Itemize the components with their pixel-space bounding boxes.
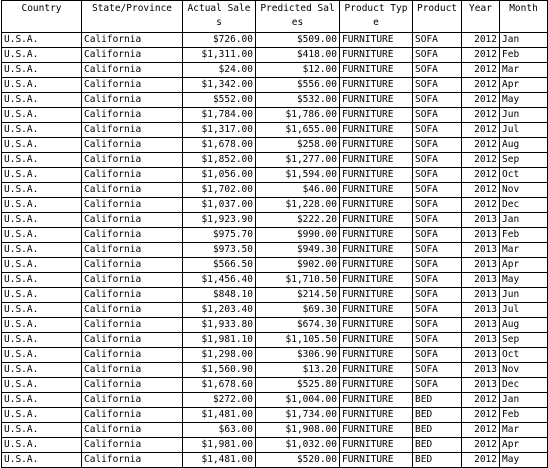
cell-actual-sales: $848.10 <box>183 288 256 303</box>
cell-predicted-sales: $556.00 <box>256 78 340 93</box>
cell-month: Feb <box>500 408 548 423</box>
cell-country: U.S.A. <box>2 348 82 363</box>
cell-month: Oct <box>500 168 548 183</box>
cell-actual-sales: $272.00 <box>183 393 256 408</box>
cell-country: U.S.A. <box>2 153 82 168</box>
cell-year: 2012 <box>462 198 500 213</box>
table-row <box>2 363 548 378</box>
cell-product: SOFA <box>413 33 462 48</box>
column-header-month: Month <box>500 1 548 33</box>
cell-year: 2012 <box>462 168 500 183</box>
cell-actual-sales: $552.00 <box>183 93 256 108</box>
cell-actual-sales: $726.00 <box>183 33 256 48</box>
cell-product-type: FURNITURE <box>340 333 413 348</box>
cell-state: California <box>82 333 183 348</box>
cell-product: SOFA <box>413 348 462 363</box>
cell-year: 2012 <box>462 48 500 63</box>
cell-actual-sales: $1,298.00 <box>183 348 256 363</box>
cell-actual-sales: $1,981.00 <box>183 438 256 453</box>
cell-year: 2012 <box>462 93 500 108</box>
table-row <box>2 453 548 468</box>
cell-month: Apr <box>500 78 548 93</box>
cell-month: Dec <box>500 378 548 393</box>
table-row <box>2 168 548 183</box>
table-row <box>2 123 548 138</box>
cell-country: U.S.A. <box>2 138 82 153</box>
cell-product: BED <box>413 438 462 453</box>
table-row <box>2 258 548 273</box>
table-row <box>2 318 548 333</box>
cell-month: Oct <box>500 348 548 363</box>
cell-product-type: FURNITURE <box>340 168 413 183</box>
cell-state: California <box>82 393 183 408</box>
table-row <box>2 108 548 123</box>
cell-country: U.S.A. <box>2 198 82 213</box>
cell-year: 2012 <box>462 183 500 198</box>
cell-state: California <box>82 48 183 63</box>
cell-country: U.S.A. <box>2 258 82 273</box>
cell-product: SOFA <box>413 213 462 228</box>
cell-country: U.S.A. <box>2 123 82 138</box>
table-row <box>2 138 548 153</box>
cell-month: Jan <box>500 393 548 408</box>
cell-country: U.S.A. <box>2 228 82 243</box>
cell-predicted-sales: $1,228.00 <box>256 198 340 213</box>
cell-month: Aug <box>500 318 548 333</box>
cell-product-type: FURNITURE <box>340 138 413 153</box>
cell-predicted-sales: $1,105.50 <box>256 333 340 348</box>
column-header-country: Country <box>2 1 82 33</box>
cell-year: 2013 <box>462 288 500 303</box>
cell-actual-sales: $975.70 <box>183 228 256 243</box>
table-row <box>2 273 548 288</box>
cell-product-type: FURNITURE <box>340 423 413 438</box>
cell-product: SOFA <box>413 243 462 258</box>
cell-actual-sales: $1,311.00 <box>183 48 256 63</box>
cell-predicted-sales: $525.80 <box>256 378 340 393</box>
cell-product: SOFA <box>413 153 462 168</box>
cell-actual-sales: $1,678.00 <box>183 138 256 153</box>
cell-state: California <box>82 408 183 423</box>
cell-month: Jun <box>500 108 548 123</box>
cell-year: 2012 <box>462 108 500 123</box>
cell-country: U.S.A. <box>2 273 82 288</box>
column-header-product: Product <box>413 1 462 33</box>
cell-actual-sales: $1,456.40 <box>183 273 256 288</box>
cell-product: SOFA <box>413 183 462 198</box>
cell-year: 2012 <box>462 438 500 453</box>
cell-predicted-sales: $1,594.00 <box>256 168 340 183</box>
cell-product: SOFA <box>413 63 462 78</box>
cell-predicted-sales: $520.00 <box>256 453 340 468</box>
table-row <box>2 78 548 93</box>
table-row <box>2 198 548 213</box>
cell-product: SOFA <box>413 123 462 138</box>
table-row <box>2 243 548 258</box>
cell-state: California <box>82 33 183 48</box>
cell-country: U.S.A. <box>2 168 82 183</box>
table-row <box>2 408 548 423</box>
cell-product-type: FURNITURE <box>340 123 413 138</box>
cell-country: U.S.A. <box>2 438 82 453</box>
cell-product: SOFA <box>413 228 462 243</box>
cell-state: California <box>82 198 183 213</box>
cell-product: SOFA <box>413 93 462 108</box>
cell-predicted-sales: $13.20 <box>256 363 340 378</box>
column-header-year: Year <box>462 1 500 33</box>
cell-month: May <box>500 93 548 108</box>
cell-country: U.S.A. <box>2 453 82 468</box>
cell-actual-sales: $1,317.00 <box>183 123 256 138</box>
cell-state: California <box>82 123 183 138</box>
cell-country: U.S.A. <box>2 63 82 78</box>
cell-month: Nov <box>500 363 548 378</box>
cell-product-type: FURNITURE <box>340 228 413 243</box>
cell-year: 2013 <box>462 273 500 288</box>
cell-country: U.S.A. <box>2 393 82 408</box>
cell-predicted-sales: $1,908.00 <box>256 423 340 438</box>
cell-state: California <box>82 228 183 243</box>
cell-year: 2013 <box>462 348 500 363</box>
table-row <box>2 438 548 453</box>
cell-actual-sales: $1,981.10 <box>183 333 256 348</box>
cell-year: 2012 <box>462 153 500 168</box>
cell-product-type: FURNITURE <box>340 453 413 468</box>
cell-actual-sales: $1,560.90 <box>183 363 256 378</box>
cell-month: May <box>500 453 548 468</box>
cell-product-type: FURNITURE <box>340 273 413 288</box>
cell-state: California <box>82 108 183 123</box>
cell-product-type: FURNITURE <box>340 33 413 48</box>
table-row <box>2 33 548 48</box>
cell-year: 2012 <box>462 138 500 153</box>
cell-month: Feb <box>500 48 548 63</box>
cell-actual-sales: $1,678.60 <box>183 378 256 393</box>
cell-product-type: FURNITURE <box>340 408 413 423</box>
cell-state: California <box>82 303 183 318</box>
cell-actual-sales: $1,852.00 <box>183 153 256 168</box>
cell-year: 2013 <box>462 303 500 318</box>
cell-actual-sales: $24.00 <box>183 63 256 78</box>
column-header-actual-sales: Actual Sales <box>183 1 256 33</box>
column-header-product-type: Product Type <box>340 1 413 33</box>
column-header-state: State/Province <box>82 1 183 33</box>
cell-actual-sales: $1,481.00 <box>183 408 256 423</box>
cell-country: U.S.A. <box>2 183 82 198</box>
cell-state: California <box>82 348 183 363</box>
cell-product: SOFA <box>413 108 462 123</box>
cell-year: 2012 <box>462 63 500 78</box>
cell-product: SOFA <box>413 288 462 303</box>
table-row <box>2 378 548 393</box>
cell-product: SOFA <box>413 378 462 393</box>
cell-actual-sales: $973.50 <box>183 243 256 258</box>
cell-actual-sales: $1,342.00 <box>183 78 256 93</box>
cell-product: SOFA <box>413 318 462 333</box>
cell-actual-sales: $1,784.00 <box>183 108 256 123</box>
cell-month: Mar <box>500 63 548 78</box>
cell-product-type: FURNITURE <box>340 183 413 198</box>
table-row <box>2 348 548 363</box>
cell-product-type: FURNITURE <box>340 93 413 108</box>
cell-month: Mar <box>500 423 548 438</box>
column-header-predicted-sales: Predicted Sales <box>256 1 340 33</box>
cell-state: California <box>82 378 183 393</box>
cell-product-type: FURNITURE <box>340 213 413 228</box>
cell-state: California <box>82 438 183 453</box>
cell-predicted-sales: $1,786.00 <box>256 108 340 123</box>
cell-product-type: FURNITURE <box>340 318 413 333</box>
cell-country: U.S.A. <box>2 333 82 348</box>
cell-country: U.S.A. <box>2 363 82 378</box>
cell-product-type: FURNITURE <box>340 153 413 168</box>
table-row <box>2 183 548 198</box>
cell-predicted-sales: $306.90 <box>256 348 340 363</box>
cell-country: U.S.A. <box>2 378 82 393</box>
cell-product: BED <box>413 393 462 408</box>
cell-state: California <box>82 363 183 378</box>
table-row <box>2 288 548 303</box>
cell-month: Nov <box>500 183 548 198</box>
cell-predicted-sales: $1,277.00 <box>256 153 340 168</box>
cell-product-type: FURNITURE <box>340 393 413 408</box>
cell-predicted-sales: $509.00 <box>256 33 340 48</box>
cell-predicted-sales: $258.00 <box>256 138 340 153</box>
cell-month: Jan <box>500 213 548 228</box>
cell-product-type: FURNITURE <box>340 108 413 123</box>
cell-actual-sales: $1,702.00 <box>183 183 256 198</box>
cell-product-type: FURNITURE <box>340 288 413 303</box>
cell-state: California <box>82 243 183 258</box>
cell-month: Sep <box>500 333 548 348</box>
cell-predicted-sales: $532.00 <box>256 93 340 108</box>
table-row <box>2 423 548 438</box>
cell-month: Jun <box>500 288 548 303</box>
cell-product: SOFA <box>413 303 462 318</box>
cell-year: 2012 <box>462 123 500 138</box>
cell-state: California <box>82 63 183 78</box>
cell-product: SOFA <box>413 273 462 288</box>
cell-actual-sales: $1,037.00 <box>183 198 256 213</box>
cell-product-type: FURNITURE <box>340 438 413 453</box>
cell-month: Apr <box>500 438 548 453</box>
cell-year: 2012 <box>462 408 500 423</box>
cell-state: California <box>82 273 183 288</box>
cell-product: SOFA <box>413 333 462 348</box>
cell-product: SOFA <box>413 48 462 63</box>
cell-actual-sales: $1,923.90 <box>183 213 256 228</box>
table-row <box>2 303 548 318</box>
cell-year: 2012 <box>462 78 500 93</box>
cell-year: 2013 <box>462 318 500 333</box>
cell-product: BED <box>413 453 462 468</box>
cell-actual-sales: $1,203.40 <box>183 303 256 318</box>
cell-year: 2013 <box>462 378 500 393</box>
cell-month: Dec <box>500 198 548 213</box>
cell-predicted-sales: $418.00 <box>256 48 340 63</box>
cell-predicted-sales: $990.00 <box>256 228 340 243</box>
cell-country: U.S.A. <box>2 423 82 438</box>
cell-year: 2013 <box>462 228 500 243</box>
sales-table <box>1 0 548 468</box>
cell-state: California <box>82 153 183 168</box>
table-row <box>2 48 548 63</box>
cell-actual-sales: $63.00 <box>183 423 256 438</box>
cell-month: Jan <box>500 33 548 48</box>
cell-product: SOFA <box>413 198 462 213</box>
cell-product-type: FURNITURE <box>340 78 413 93</box>
cell-actual-sales: $1,933.80 <box>183 318 256 333</box>
cell-predicted-sales: $1,004.00 <box>256 393 340 408</box>
cell-year: 2013 <box>462 333 500 348</box>
table-body <box>2 33 548 468</box>
cell-product-type: FURNITURE <box>340 63 413 78</box>
cell-predicted-sales: $1,032.00 <box>256 438 340 453</box>
table-row <box>2 63 548 78</box>
cell-state: California <box>82 93 183 108</box>
cell-predicted-sales: $12.00 <box>256 63 340 78</box>
cell-predicted-sales: $902.00 <box>256 258 340 273</box>
cell-year: 2012 <box>462 33 500 48</box>
cell-country: U.S.A. <box>2 93 82 108</box>
cell-product: SOFA <box>413 168 462 183</box>
table-row <box>2 93 548 108</box>
cell-predicted-sales: $1,655.00 <box>256 123 340 138</box>
cell-year: 2013 <box>462 363 500 378</box>
cell-product-type: FURNITURE <box>340 303 413 318</box>
cell-year: 2013 <box>462 258 500 273</box>
cell-year: 2013 <box>462 213 500 228</box>
cell-product: SOFA <box>413 138 462 153</box>
cell-state: California <box>82 183 183 198</box>
cell-month: Feb <box>500 228 548 243</box>
cell-actual-sales: $1,056.00 <box>183 168 256 183</box>
cell-month: Mar <box>500 243 548 258</box>
cell-state: California <box>82 423 183 438</box>
cell-state: California <box>82 213 183 228</box>
cell-product-type: FURNITURE <box>340 348 413 363</box>
cell-state: California <box>82 138 183 153</box>
cell-product: BED <box>413 408 462 423</box>
cell-state: California <box>82 78 183 93</box>
cell-product-type: FURNITURE <box>340 48 413 63</box>
cell-predicted-sales: $674.30 <box>256 318 340 333</box>
cell-country: U.S.A. <box>2 288 82 303</box>
cell-predicted-sales: $1,710.50 <box>256 273 340 288</box>
cell-product-type: FURNITURE <box>340 363 413 378</box>
cell-country: U.S.A. <box>2 48 82 63</box>
cell-product-type: FURNITURE <box>340 198 413 213</box>
cell-month: May <box>500 273 548 288</box>
cell-product-type: FURNITURE <box>340 243 413 258</box>
cell-year: 2012 <box>462 393 500 408</box>
cell-year: 2013 <box>462 243 500 258</box>
cell-month: Jul <box>500 303 548 318</box>
cell-country: U.S.A. <box>2 108 82 123</box>
cell-state: California <box>82 288 183 303</box>
cell-predicted-sales: $46.00 <box>256 183 340 198</box>
cell-month: Jul <box>500 123 548 138</box>
cell-state: California <box>82 258 183 273</box>
cell-actual-sales: $1,481.00 <box>183 453 256 468</box>
cell-country: U.S.A. <box>2 33 82 48</box>
cell-product: SOFA <box>413 258 462 273</box>
cell-state: California <box>82 168 183 183</box>
cell-country: U.S.A. <box>2 303 82 318</box>
table-row <box>2 153 548 168</box>
table-header-row <box>2 1 548 33</box>
cell-predicted-sales: $214.50 <box>256 288 340 303</box>
cell-country: U.S.A. <box>2 213 82 228</box>
cell-country: U.S.A. <box>2 408 82 423</box>
cell-year: 2012 <box>462 453 500 468</box>
table-row <box>2 213 548 228</box>
cell-product: SOFA <box>413 363 462 378</box>
cell-state: California <box>82 453 183 468</box>
cell-predicted-sales: $949.30 <box>256 243 340 258</box>
cell-month: Aug <box>500 138 548 153</box>
table-row <box>2 393 548 408</box>
cell-actual-sales: $566.50 <box>183 258 256 273</box>
cell-predicted-sales: $69.30 <box>256 303 340 318</box>
cell-country: U.S.A. <box>2 243 82 258</box>
cell-predicted-sales: $222.20 <box>256 213 340 228</box>
cell-product-type: FURNITURE <box>340 258 413 273</box>
cell-state: California <box>82 318 183 333</box>
cell-product: BED <box>413 423 462 438</box>
cell-product-type: FURNITURE <box>340 378 413 393</box>
cell-country: U.S.A. <box>2 318 82 333</box>
table-row <box>2 333 548 348</box>
cell-product: SOFA <box>413 78 462 93</box>
cell-country: U.S.A. <box>2 78 82 93</box>
cell-month: Apr <box>500 258 548 273</box>
cell-month: Sep <box>500 153 548 168</box>
cell-predicted-sales: $1,734.00 <box>256 408 340 423</box>
table-row <box>2 228 548 243</box>
cell-year: 2012 <box>462 423 500 438</box>
